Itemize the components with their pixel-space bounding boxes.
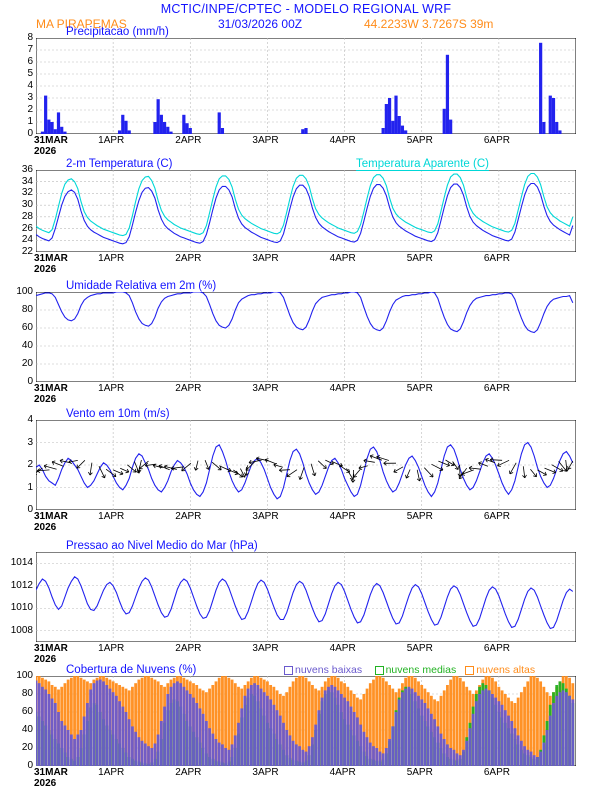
y-tick-label: 3 <box>27 436 33 448</box>
legend-item-1: nuvens medias <box>375 664 457 676</box>
y-tick-label: 30 <box>21 199 33 211</box>
year-label: 2026 <box>34 394 57 405</box>
x-tick-label: 4APR <box>329 511 356 522</box>
chart-panel-2 <box>36 292 576 382</box>
x-tick-label: 31MAR <box>34 253 68 264</box>
x-tick-label: 5APR <box>406 643 433 654</box>
y-tick-label: 28 <box>21 210 33 222</box>
x-tick-label: 31MAR <box>34 383 68 394</box>
y-tick-label: 5 <box>27 68 33 79</box>
y-tick-label: 2 <box>27 104 33 115</box>
y-tick-label: 4 <box>27 414 33 425</box>
y-tick-label: 20 <box>21 742 33 753</box>
run-datetime: 31/03/2026 00Z <box>218 17 303 31</box>
chart-panel-4 <box>36 552 576 642</box>
x-tick-label: 6APR <box>483 767 510 778</box>
y-tick-label: 34 <box>21 175 33 187</box>
legend-item-0: nuvens baixas <box>284 664 362 676</box>
x-tick-label: 3APR <box>252 767 279 778</box>
x-tick-label: 3APR <box>252 383 279 394</box>
x-tick-label: 5APR <box>406 135 433 146</box>
x-tick-label: 4APR <box>329 135 356 146</box>
y-tick-label: 24 <box>21 234 33 246</box>
x-tick-label: 31MAR <box>34 511 68 522</box>
year-label: 2026 <box>34 654 57 665</box>
y-tick-label: 1 <box>27 116 33 127</box>
x-tick-label: 4APR <box>329 767 356 778</box>
x-tick-label: 1APR <box>98 253 125 264</box>
x-tick-label: 31MAR <box>34 643 68 654</box>
y-tick-label: 36 <box>21 164 33 175</box>
x-tick-label: 2APR <box>175 383 202 394</box>
x-tick-label: 4APR <box>329 253 356 264</box>
coordinates-label: 44.2233W 3.7267S 39m <box>364 17 494 31</box>
x-tick-label: 31MAR <box>34 135 68 146</box>
y-tick-label: 1 <box>27 481 33 493</box>
chart-panel-1 <box>36 170 576 252</box>
y-tick-label: 1008 <box>10 624 33 636</box>
chart-title-2: Umidade Relativa em 2m (%) <box>66 280 217 292</box>
x-tick-label: 1APR <box>98 135 125 146</box>
y-tick-label: 1010 <box>10 602 33 614</box>
y-tick-label: 0 <box>27 128 33 139</box>
year-label: 2026 <box>34 778 57 789</box>
year-label: 2026 <box>34 264 57 275</box>
x-tick-label: 2APR <box>175 135 202 146</box>
y-tick-label: 0 <box>27 504 33 515</box>
y-tick-label: 8 <box>27 32 33 43</box>
y-tick-label: 0 <box>27 376 33 387</box>
y-tick-label: 80 <box>21 688 33 699</box>
x-tick-label: 5APR <box>406 383 433 394</box>
station-name: MA PIRAPEMAS <box>36 17 127 31</box>
y-tick-label: 20 <box>21 358 33 369</box>
x-tick-label: 6APR <box>483 511 510 522</box>
y-tick-label: 2 <box>27 459 33 470</box>
year-label: 2026 <box>34 522 57 533</box>
x-tick-label: 6APR <box>483 643 510 654</box>
x-tick-label: 6APR <box>483 253 510 264</box>
year-label: 2026 <box>34 146 57 157</box>
y-tick-label: 40 <box>21 724 33 735</box>
y-tick-label: 4 <box>27 80 33 91</box>
x-tick-label: 5APR <box>406 511 433 522</box>
x-tick-label: 3APR <box>252 643 279 654</box>
y-tick-label: 0 <box>27 760 33 771</box>
y-tick-label: 3 <box>27 92 33 103</box>
x-tick-label: 3APR <box>252 135 279 146</box>
x-tick-label: 5APR <box>406 767 433 778</box>
y-tick-label: 100 <box>16 286 33 297</box>
page-title: MCTIC/INPE/CPTEC - MODELO REGIONAL WRF <box>160 2 452 16</box>
x-tick-label: 2APR <box>175 511 202 522</box>
x-tick-label: 1APR <box>98 643 125 654</box>
legend-item-2: nuvens altas <box>465 664 535 676</box>
x-tick-label: 6APR <box>483 383 510 394</box>
x-tick-label: 3APR <box>252 511 279 522</box>
y-tick-label: 60 <box>21 706 33 717</box>
chart-panel-5 <box>36 676 576 766</box>
chart-title-0: Precipitacao (mm/h) <box>66 26 169 38</box>
x-tick-label: 4APR <box>329 383 356 394</box>
x-tick-label: 5APR <box>406 253 433 264</box>
x-tick-label: 6APR <box>483 135 510 146</box>
y-tick-label: 80 <box>21 304 33 315</box>
y-tick-label: 22 <box>21 246 33 257</box>
x-tick-label: 2APR <box>175 643 202 654</box>
y-tick-label: 40 <box>21 340 33 351</box>
chart-title-5: Cobertura de Nuvens (%) <box>66 664 197 676</box>
x-tick-label: 2APR <box>175 767 202 778</box>
chart-panel-0 <box>36 38 576 134</box>
chart-title-3: Vento em 10m (m/s) <box>66 408 170 420</box>
y-tick-label: 1012 <box>10 579 33 591</box>
y-tick-label: 60 <box>21 322 33 333</box>
y-tick-label: 26 <box>21 222 33 234</box>
chart-title-secondary-1: Temperatura Aparente (C) <box>356 158 489 170</box>
y-tick-label: 6 <box>27 56 33 67</box>
y-tick-label: 100 <box>16 670 33 681</box>
x-tick-label: 31MAR <box>34 767 68 778</box>
chart-title-1: 2-m Temperatura (C) <box>66 158 173 170</box>
x-tick-label: 1APR <box>98 383 125 394</box>
chart-panel-3 <box>36 420 576 510</box>
y-tick-label: 7 <box>27 44 33 55</box>
x-tick-label: 4APR <box>329 643 356 654</box>
y-tick-label: 1014 <box>10 557 33 569</box>
x-tick-label: 1APR <box>98 511 125 522</box>
x-tick-label: 1APR <box>98 767 125 778</box>
x-tick-label: 3APR <box>252 253 279 264</box>
chart-title-4: Pressao ao Nivel Medio do Mar (hPa) <box>66 540 258 552</box>
y-tick-label: 32 <box>21 187 33 199</box>
x-tick-label: 2APR <box>175 253 202 264</box>
